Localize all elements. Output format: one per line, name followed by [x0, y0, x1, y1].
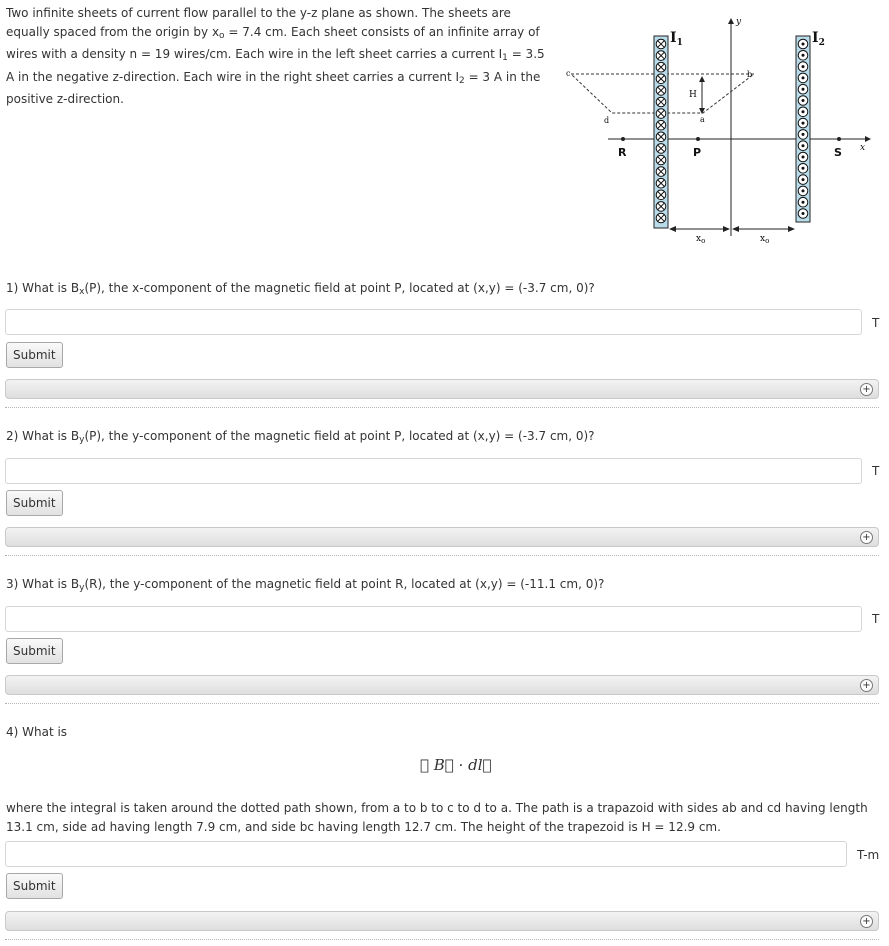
question-1-unit: T: [872, 316, 880, 330]
wire-into-page-icon: [656, 86, 666, 96]
wire-out-of-page-icon: [798, 51, 808, 61]
label-a: a: [700, 115, 705, 124]
question-1-submit-button[interactable]: Submit: [6, 342, 63, 368]
separator: [5, 939, 879, 940]
wire-out-of-page-icon: [798, 130, 808, 140]
wire-out-of-page-icon: [798, 209, 808, 219]
wire-into-page-icon: [656, 62, 666, 72]
question-2-answer-input[interactable]: [5, 458, 862, 484]
label-x0-left: $x_o$: [696, 234, 706, 245]
wire-out-of-page-icon: [798, 197, 808, 207]
wire-into-page-icon: [656, 144, 666, 154]
problem-statement: Two infinite sheets of current flow parallel to the y-z plane as shown. The sheets are equally spaced from the origin by $x_o = 7.4$ cm. Each sheet consists of an infinite array of wires with a density n = 19 wires/cm. Each wire in the left sheet carries a current $I_1 = 3.5$ A in the negative z-direction. Each wire in the right sheet carries a current $I_2 = 3$ A in the positive z-direction.: [6, 6, 545, 106]
question-3-text: 3) What is $B_y(R)$, the y-component of the magnetic field at point R, located at (x,y) = (-11.1 cm, 0)?: [6, 577, 605, 593]
wire-out-of-page-icon: [798, 152, 808, 162]
question-2-unit: T: [872, 464, 880, 478]
wire-into-page-icon: [656, 109, 666, 119]
wire-out-of-page-icon: [798, 186, 808, 196]
wire-out-of-page-icon: [798, 73, 808, 83]
wire-into-page-icon: [656, 202, 666, 212]
label-x0-right: $x_o$: [760, 234, 770, 245]
question-4-answer-input[interactable]: [5, 841, 847, 867]
label-b: b: [747, 70, 753, 79]
wire-out-of-page-icon: [798, 62, 808, 72]
wire-into-page-icon: [656, 39, 666, 49]
wire-out-of-page-icon: [798, 84, 808, 94]
wire-into-page-icon: [656, 190, 666, 200]
question-4-unit: T-m: [857, 848, 880, 862]
wire-into-page-icon: [656, 97, 666, 107]
separator: [5, 555, 879, 556]
wire-into-page-icon: [656, 74, 666, 84]
label-i2: $I_2$: [812, 30, 825, 48]
label-c: c: [566, 69, 571, 78]
wire-into-page-icon: [656, 51, 666, 61]
wire-out-of-page-icon: [798, 96, 808, 106]
plus-circle-icon: +: [860, 531, 873, 544]
label-s: S: [834, 146, 842, 159]
wire-out-of-page-icon: [798, 164, 808, 174]
wire-into-page-icon: [656, 120, 666, 130]
wire-into-page-icon: [656, 213, 666, 223]
separator: [5, 407, 879, 408]
question-1-answer-input[interactable]: [5, 309, 862, 335]
separator: [5, 703, 879, 704]
question-4-description: where the integral is taken around the dotted path shown, from a to b to c to d to a. The path is a trapazoid with sides ab and cd having length 13.1 cm, side ad having length 7.9 cm, and side bc having length 12.7 cm. The height of the trapezoid is H = 12.9 cm.: [6, 801, 868, 834]
wire-out-of-page-icon: [798, 141, 808, 151]
question-3-answer-input[interactable]: [5, 606, 862, 632]
wire-out-of-page-icon: [798, 118, 808, 128]
wire-into-page-icon: [656, 132, 666, 142]
question-4-submit-button[interactable]: Submit: [6, 873, 63, 899]
line-integral-formula: ∮ B⃗ · dl⃗: [420, 756, 492, 774]
label-h: H: [689, 90, 697, 100]
question-3-hint-toggle[interactable]: [5, 675, 879, 695]
label-p: P: [693, 146, 702, 159]
label-d: d: [604, 116, 610, 125]
label-y-axis: y: [736, 17, 742, 27]
question-4-hint-toggle[interactable]: [5, 911, 879, 931]
question-4-text: 4) What is: [6, 725, 68, 739]
wire-into-page-icon: [656, 167, 666, 177]
question-1-hint-toggle[interactable]: [5, 379, 879, 399]
label-i1: $I_1$: [670, 30, 683, 48]
label-r: R: [618, 146, 627, 159]
question-2-hint-toggle[interactable]: [5, 527, 879, 547]
question-2-text: 2) What is $B_y(P)$, the y-component of the magnetic field at point P, located at (x,y) = (-3.7 cm, 0)?: [6, 429, 595, 445]
label-x-axis: x: [860, 143, 866, 153]
question-3-unit: T: [872, 612, 880, 626]
question-2-submit-button[interactable]: Submit: [6, 490, 63, 516]
question-1-text: 1) What is $B_x(P)$, the x-component of the magnetic field at point P, located at (x,y) = (-3.7 cm, 0)?: [6, 281, 595, 297]
question-3-submit-button[interactable]: Submit: [6, 638, 63, 664]
current-sheets-diagram: [560, 10, 880, 250]
wire-into-page-icon: [656, 178, 666, 188]
wire-into-page-icon: [656, 155, 666, 165]
plus-circle-icon: +: [860, 679, 873, 692]
wire-out-of-page-icon: [798, 39, 808, 49]
wire-out-of-page-icon: [798, 175, 808, 185]
plus-circle-icon: +: [860, 915, 873, 928]
wire-out-of-page-icon: [798, 107, 808, 117]
plus-circle-icon: +: [860, 383, 873, 396]
